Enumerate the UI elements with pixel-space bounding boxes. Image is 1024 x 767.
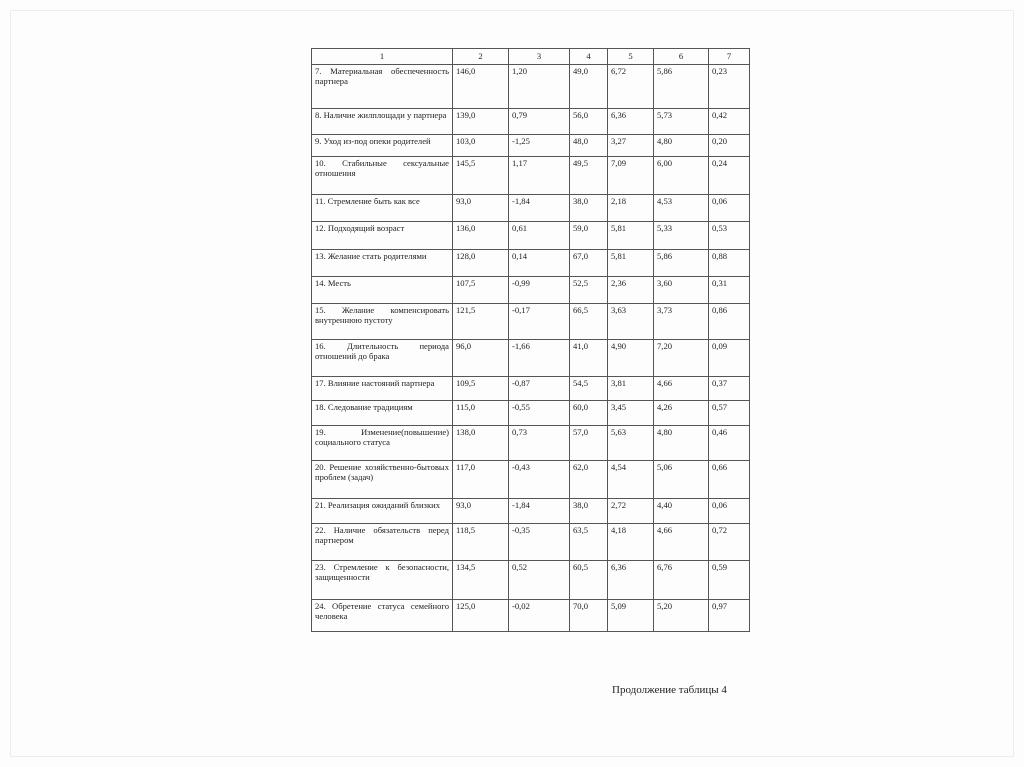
row-label: 10. Стабильные сексуальные отношения (312, 157, 453, 195)
row-label: 18. Следование традициям (312, 401, 453, 426)
table-cell: -0,99 (509, 277, 570, 304)
table-caption: Продолжение таблицы 4 (612, 684, 727, 696)
table-cell: 115,0 (453, 401, 509, 426)
row-label: 8. Наличие жилплощади у партнера (312, 109, 453, 135)
table-cell: 4,80 (654, 426, 709, 461)
table-cell: 0,20 (709, 135, 750, 157)
table-cell: 1,17 (509, 157, 570, 195)
table-cell: 5,73 (654, 109, 709, 135)
table-cell: 5,81 (608, 250, 654, 277)
table-cell: 3,27 (608, 135, 654, 157)
table-cell: 0,52 (509, 561, 570, 600)
table-cell: -0,87 (509, 377, 570, 401)
table-cell: 6,00 (654, 157, 709, 195)
data-table (311, 48, 750, 632)
table-cell: 5,06 (654, 461, 709, 499)
table-cell: 0,23 (709, 65, 750, 109)
table-cell: -0,02 (509, 600, 570, 632)
table-cell: 1,20 (509, 65, 570, 109)
table-cell: 6,36 (608, 561, 654, 600)
table-cell: 3,60 (654, 277, 709, 304)
table-cell: 66,5 (570, 304, 608, 340)
row-label: 23. Стремление к безопасности, защищенности (312, 561, 453, 600)
table-cell: 49,0 (570, 65, 608, 109)
table-cell: 138,0 (453, 426, 509, 461)
table-cell: 62,0 (570, 461, 608, 499)
table-cell: 0,86 (709, 304, 750, 340)
row-label: 16. Длительность периода отношений до брака (312, 340, 453, 377)
table-row (312, 250, 750, 277)
table-cell: 118,5 (453, 524, 509, 561)
table-cell: 128,0 (453, 250, 509, 277)
table-cell: 136,0 (453, 222, 509, 250)
table-row (312, 157, 750, 195)
table-cell: 4,66 (654, 377, 709, 401)
table-cell: 2,18 (608, 195, 654, 222)
table-cell: 3,81 (608, 377, 654, 401)
table-row (312, 340, 750, 377)
table-cell: 4,26 (654, 401, 709, 426)
table-cell: 146,0 (453, 65, 509, 109)
column-header: 4 (570, 49, 608, 65)
table-cell: -1,25 (509, 135, 570, 157)
table-row (312, 109, 750, 135)
table-cell: 56,0 (570, 109, 608, 135)
table-cell: 0,46 (709, 426, 750, 461)
table-cell: 38,0 (570, 499, 608, 524)
table-cell: 117,0 (453, 461, 509, 499)
table-cell: 5,33 (654, 222, 709, 250)
table-cell: 145,5 (453, 157, 509, 195)
table-cell: -0,43 (509, 461, 570, 499)
table-row (312, 135, 750, 157)
table-cell: 7,09 (608, 157, 654, 195)
table-cell: 0,24 (709, 157, 750, 195)
table-cell: 3,45 (608, 401, 654, 426)
table-cell: 5,81 (608, 222, 654, 250)
table-cell: 4,53 (654, 195, 709, 222)
row-label: 13. Желание стать родителями (312, 250, 453, 277)
table-cell: 0,31 (709, 277, 750, 304)
table-cell: 109,5 (453, 377, 509, 401)
table-cell: 0,73 (509, 426, 570, 461)
table-cell: 107,5 (453, 277, 509, 304)
table-cell: 5,09 (608, 600, 654, 632)
table-cell: 4,90 (608, 340, 654, 377)
column-header: 3 (509, 49, 570, 65)
table-cell: 48,0 (570, 135, 608, 157)
table-cell: 59,0 (570, 222, 608, 250)
row-label: 19. Изменение(повышение) социального статуса (312, 426, 453, 461)
table-row (312, 401, 750, 426)
table-cell: 0,42 (709, 109, 750, 135)
table-row (312, 524, 750, 561)
table-cell: 2,36 (608, 277, 654, 304)
table-cell: 0,53 (709, 222, 750, 250)
table-cell: 60,5 (570, 561, 608, 600)
column-header: 7 (709, 49, 750, 65)
column-header: 5 (608, 49, 654, 65)
table-cell: 6,36 (608, 109, 654, 135)
table-cell: 49,5 (570, 157, 608, 195)
table-cell: 5,86 (654, 65, 709, 109)
table-cell: 4,40 (654, 499, 709, 524)
table-cell: 4,18 (608, 524, 654, 561)
row-label: 14. Месть (312, 277, 453, 304)
table-cell: 2,72 (608, 499, 654, 524)
table-row (312, 222, 750, 250)
table-cell: 0,72 (709, 524, 750, 561)
table-cell: 0,37 (709, 377, 750, 401)
table-cell: 41,0 (570, 340, 608, 377)
table-cell: 0,59 (709, 561, 750, 600)
table-cell: 67,0 (570, 250, 608, 277)
table-cell: 4,66 (654, 524, 709, 561)
table-cell: 121,5 (453, 304, 509, 340)
table-cell: -1,84 (509, 195, 570, 222)
table-cell: 0,14 (509, 250, 570, 277)
table-cell: 125,0 (453, 600, 509, 632)
row-label: 21. Реализация ожиданий близких (312, 499, 453, 524)
row-label: 9. Уход из-под опеки родителей (312, 135, 453, 157)
table-cell: 0,06 (709, 499, 750, 524)
table-row (312, 600, 750, 632)
row-label: 11. Стремление быть как все (312, 195, 453, 222)
table-cell: 139,0 (453, 109, 509, 135)
table-cell: -1,66 (509, 340, 570, 377)
column-header: 6 (654, 49, 709, 65)
table-cell: 0,88 (709, 250, 750, 277)
table-cell: 93,0 (453, 499, 509, 524)
table-cell: 0,57 (709, 401, 750, 426)
table-cell: 0,06 (709, 195, 750, 222)
table-cell: 5,20 (654, 600, 709, 632)
table-cell: 0,66 (709, 461, 750, 499)
table-row (312, 195, 750, 222)
table-cell: 4,54 (608, 461, 654, 499)
table-row (312, 461, 750, 499)
table-cell: 0,79 (509, 109, 570, 135)
table-cell: 70,0 (570, 600, 608, 632)
table-cell: 96,0 (453, 340, 509, 377)
table-cell: -0,35 (509, 524, 570, 561)
table-cell: 3,63 (608, 304, 654, 340)
table-cell: 93,0 (453, 195, 509, 222)
table-row (312, 426, 750, 461)
row-label: 24. Обретение статуса семейного человека (312, 600, 453, 632)
table-cell: 3,73 (654, 304, 709, 340)
row-label: 12. Подходящий возраст (312, 222, 453, 250)
row-label: 20. Решение хозяйственно-бытовых проблем (задач) (312, 461, 453, 499)
table-cell: 5,63 (608, 426, 654, 461)
table-row (312, 65, 750, 109)
table-cell: 54,5 (570, 377, 608, 401)
table-row (312, 499, 750, 524)
column-header: 2 (453, 49, 509, 65)
table-cell: -0,55 (509, 401, 570, 426)
table-cell: 0,61 (509, 222, 570, 250)
table-cell: 57,0 (570, 426, 608, 461)
table-cell: 5,86 (654, 250, 709, 277)
table-row (312, 561, 750, 600)
row-label: 17. Влияние настояний партнера (312, 377, 453, 401)
table-cell: 103,0 (453, 135, 509, 157)
table-cell: 0,97 (709, 600, 750, 632)
table-cell: 60,0 (570, 401, 608, 426)
table-row (312, 304, 750, 340)
table-cell: 7,20 (654, 340, 709, 377)
table-cell: 52,5 (570, 277, 608, 304)
row-label: 22. Наличие обязательств перед партнером (312, 524, 453, 561)
column-header: 1 (312, 49, 453, 65)
table-row (312, 277, 750, 304)
table-cell: 4,80 (654, 135, 709, 157)
table-cell: 6,76 (654, 561, 709, 600)
table-cell: 0,09 (709, 340, 750, 377)
table-cell: 63,5 (570, 524, 608, 561)
header-row (312, 49, 750, 65)
table-cell: 38,0 (570, 195, 608, 222)
table-row (312, 377, 750, 401)
table-cell: 6,72 (608, 65, 654, 109)
table-cell: -1,84 (509, 499, 570, 524)
row-label: 7. Материальная обеспеченность партнера (312, 65, 453, 109)
row-label: 15. Желание компенсировать внутреннюю пустоту (312, 304, 453, 340)
table-cell: 134,5 (453, 561, 509, 600)
table-cell: -0,17 (509, 304, 570, 340)
